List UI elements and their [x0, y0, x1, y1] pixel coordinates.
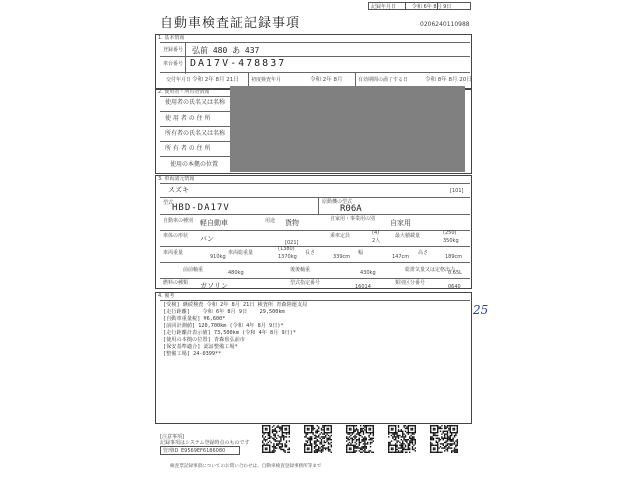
length-label: 長さ [305, 250, 316, 256]
note-text: 記録事項はシステム登録時点のものです [160, 440, 250, 446]
class-value: 0640 [448, 284, 461, 290]
body-label: 車体の形状 [163, 233, 189, 239]
body-value: バン [200, 235, 214, 243]
remark-line: [受検] 継続検査 令和 2年 8月 21日 検査所 青森陸運支局 [163, 302, 308, 308]
page-marker: 25 [473, 303, 489, 317]
load-label: 最大積載量 [395, 233, 421, 239]
remark-line: [保安基準適合] 認証整備工場* [163, 344, 238, 350]
fuel-label: 燃料の種類 [163, 280, 189, 286]
vehicle-type-label: 自動車の種別 [163, 218, 194, 224]
first-reg-value: 令和 2年 8月 21日 [192, 77, 239, 83]
capacity-top: (4) [372, 230, 380, 236]
capacity-label: 乗車定員 [330, 233, 351, 239]
divider [160, 300, 470, 301]
gross-label: 車両総重量 [228, 250, 254, 256]
divider [160, 111, 230, 112]
divider [160, 230, 470, 231]
divider [160, 214, 470, 215]
qr-codes [262, 425, 472, 461]
class-label: 類別区分番号 [395, 280, 426, 286]
model-label: 型式 [163, 200, 174, 206]
fuel-value: ガソリン [200, 282, 228, 290]
remark-line: [走行距離計表示値] 73,500km (令和 4年 8月 9日)* [163, 330, 297, 336]
front-axle-label: 前前軸重 [183, 267, 204, 273]
width-value: 147cm [392, 254, 410, 260]
id-label: 管理ID [163, 448, 179, 454]
length-value: 339cm [333, 254, 351, 260]
remarks-heading: 4. 備考 [158, 293, 175, 299]
divider [160, 246, 470, 247]
gross-value: 1370kg [278, 254, 297, 260]
body-code: [021] [285, 240, 299, 246]
height-value: 189cm [445, 254, 463, 260]
divider [185, 42, 186, 74]
chassis-value: DA17V-478837 [190, 58, 287, 69]
type-approval-value: 16014 [355, 284, 371, 290]
divider [318, 197, 319, 214]
first-year-label: 初度検査年月 [251, 77, 282, 83]
maker-value: スズキ [168, 186, 189, 194]
divider [160, 42, 470, 43]
divider [160, 126, 230, 127]
remark-line: [使用の本拠の位置] 青森県弘前市 [163, 337, 245, 343]
height-label: 高さ [418, 250, 429, 256]
divider [160, 183, 470, 184]
owner-name-label: 所有者の氏名又は名称 [165, 130, 226, 137]
weight-label: 車両重量 [163, 250, 184, 256]
displacement-value: 0.65L [448, 270, 462, 276]
issue-date-value-box [405, 2, 471, 10]
registration-value: 弘前 480 あ 437 [192, 46, 260, 55]
front-axle-value: 480kg [228, 270, 244, 276]
redaction-block [230, 86, 465, 172]
id-box [160, 446, 240, 455]
qr-code-icon [262, 425, 472, 457]
owner-heading: 2. 使用者・所有者情報 [158, 89, 210, 95]
width-label: 幅 [358, 250, 364, 256]
use-value: 貨物 [285, 219, 299, 227]
model-value: HBD-DA17V [172, 203, 230, 213]
user-name-label: 使用者の氏名又は名称 [165, 99, 226, 106]
engine-label: 原動機の型式 [322, 199, 353, 205]
remark-line: [前回計測値] 120,700km (令和 4年 8月 9日)* [163, 323, 284, 329]
divider [160, 156, 230, 157]
private-label: 自家用・事業用の別 [330, 216, 376, 222]
divider [160, 262, 470, 263]
chassis-label: 車台番号 [163, 61, 184, 67]
document-number: 0206240110988 [420, 21, 470, 28]
remark-line: [走行距離] 令和 6年 8月 9日 29,500km [163, 309, 285, 315]
gross-top: (1380) [278, 246, 295, 252]
rear-axle-label: 後後軸重 [290, 267, 311, 273]
use-label: 用途 [265, 218, 276, 224]
owner-address-label: 所 有 者 の 住 所 [165, 145, 211, 152]
id-value: E9569EF6186080 [181, 448, 226, 454]
divider [160, 197, 470, 198]
user-address-label: 使 用 者 の 住 所 [165, 115, 211, 122]
load-top: (250) [443, 230, 457, 236]
displacement-label: 総排気量又は定格出力 [405, 267, 456, 273]
issue-date-value: 令和 6年 8月 9日 [412, 4, 452, 10]
vehicle-heading: 3. 車両諸元情報 [158, 176, 195, 182]
weight-value: 910kg [210, 254, 226, 260]
divider [160, 56, 470, 57]
capacity-value: 2人 [372, 238, 381, 244]
divider [160, 96, 230, 97]
expiry-label: 有効期間の満了する日 [358, 77, 409, 83]
expiry-value: 令和 8年 8月 20日 [425, 77, 472, 83]
rear-axle-value: 430kg [360, 270, 376, 276]
vehicle-type-value: 軽自動車 [200, 219, 228, 227]
bottom-note: 検査票記録事項についてのお問い合わせは、自動車検査登録事務所等まで [170, 464, 322, 469]
remark-line: [自動車重量税] ¥6,600* [163, 316, 226, 322]
document-title: 自動車検査証記録事項 [160, 16, 301, 31]
note-label: [注意事項] [160, 434, 184, 440]
remark-line: [整備工場] 24-0399** [163, 351, 222, 357]
divider [160, 278, 470, 279]
issue-date-label: 記録年月日 [371, 4, 397, 10]
divider [160, 72, 470, 73]
load-value: 350kg [443, 238, 459, 244]
engine-value: R06A [340, 204, 362, 214]
first-year-value: 令和 2年 8月 [310, 77, 343, 83]
type-approval-label: 型式指定番号 [290, 280, 321, 286]
basic-info-heading: 1. 基本情報 [158, 35, 185, 41]
base-location-label: 使用の本拠の位置 [170, 161, 219, 168]
registration-label: 登録番号 [163, 47, 184, 53]
maker-code: [101] [450, 188, 464, 194]
first-reg-label: 交付年月日 [166, 77, 192, 83]
private-value: 自家用 [390, 219, 411, 227]
divider [160, 141, 230, 142]
